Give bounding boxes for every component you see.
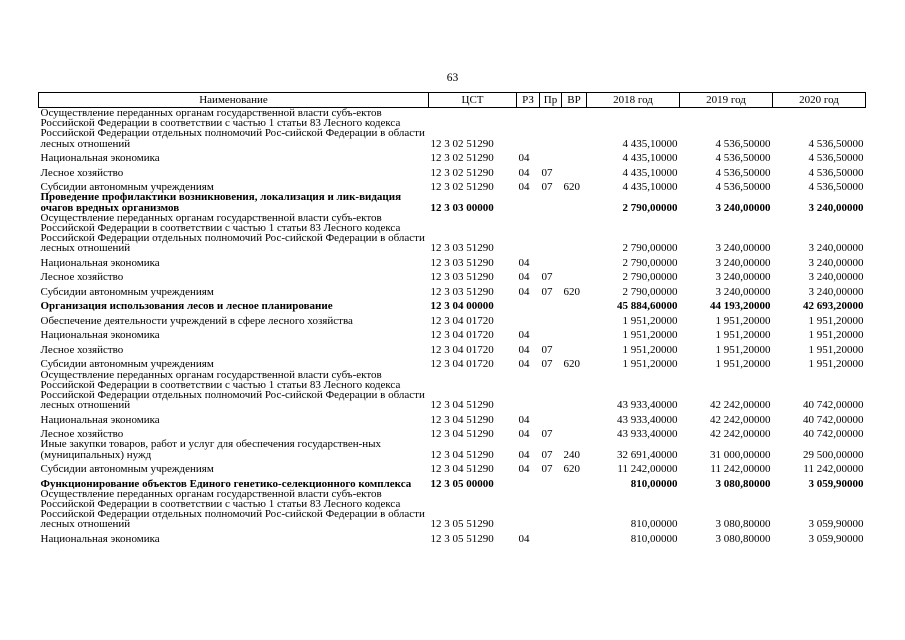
row-2018-cell: 810,00000 xyxy=(630,477,678,490)
row-2018-cell: 1 951,20000 xyxy=(622,358,678,371)
row-cst-cell: 12 3 04 51290 xyxy=(430,448,494,461)
header-cst: ЦСТ xyxy=(429,93,517,108)
row-name-cell: Осуществление переданных органам государственной власти субъ-ектов Российской Федерации в соответствии с частью 1 статьи 83 Лесного кодекса Российской Федерации отдельных полномочий Рос-сийской Федерации в области лесных отношений xyxy=(40,368,425,412)
row-pr-cell: 07 xyxy=(541,358,553,371)
row-2020-cell: 1 951,20000 xyxy=(808,358,864,371)
row-rz-cell xyxy=(517,312,540,327)
row-rz-cell xyxy=(517,370,540,411)
row-rz-cell xyxy=(517,108,540,149)
row-rz-cell xyxy=(517,297,540,312)
row-2018-cell: 1 951,20000 xyxy=(622,329,678,342)
table-row xyxy=(39,312,866,327)
row-2020-cell: 40 742,00000 xyxy=(803,428,864,441)
row-name-cell: Лесное хозяйство xyxy=(40,271,124,284)
row-cst-cell: 12 3 03 00000 xyxy=(430,201,494,214)
row-vr-cell xyxy=(562,297,587,312)
row-2019-cell: 3 240,00000 xyxy=(715,256,771,269)
row-name-cell: Национальная экономика xyxy=(40,532,160,545)
row-2019-cell: 3 080,80000 xyxy=(715,518,771,531)
row-rz-cell: 04 xyxy=(518,271,530,284)
row-rz-cell xyxy=(517,474,540,489)
table-row xyxy=(39,355,866,370)
row-2019-cell: 3 240,00000 xyxy=(715,271,771,284)
row-rz-cell: 04 xyxy=(518,413,530,426)
row-name-cell: Лесное хозяйство xyxy=(40,166,124,179)
row-2018-cell: 1 951,20000 xyxy=(622,314,678,327)
table-row xyxy=(39,530,866,545)
row-vr-cell xyxy=(562,312,587,327)
table-body xyxy=(39,108,866,545)
row-rz-cell: 04 xyxy=(518,152,530,165)
row-rz-cell: 04 xyxy=(518,166,530,179)
row-2019-cell: 1 951,20000 xyxy=(715,329,771,342)
row-2019-cell: 1 951,20000 xyxy=(715,314,771,327)
row-pr-cell xyxy=(540,474,562,489)
row-cst-cell: 12 3 04 51290 xyxy=(430,413,494,426)
table-row xyxy=(39,489,866,530)
row-2019-cell: 3 080,80000 xyxy=(715,532,771,545)
row-rz-cell xyxy=(517,489,540,530)
row-2020-cell: 3 240,00000 xyxy=(808,271,864,284)
row-2020-cell: 1 951,20000 xyxy=(808,329,864,342)
row-2020-cell: 4 536,50000 xyxy=(808,152,864,165)
header-rz: РЗ xyxy=(517,93,540,108)
row-2020-cell: 3 059,90000 xyxy=(808,477,864,490)
row-pr-cell xyxy=(540,530,562,545)
budget-table xyxy=(38,92,866,544)
row-cst-cell: 12 3 05 00000 xyxy=(430,477,494,490)
row-name-cell: Национальная экономика xyxy=(40,152,160,165)
row-pr-cell xyxy=(540,192,562,212)
row-name-cell: Осуществление переданных органам государственной власти субъ-ектов Российской Федерации в соответствии с частью 1 статьи 83 Лесного кодекса Российской Федерации отдельных полномочий Рос-сийской Федерации в области лесных отношений xyxy=(40,211,425,255)
row-2019-cell: 11 242,00000 xyxy=(710,463,771,476)
row-vr-cell xyxy=(562,326,587,341)
row-rz-cell xyxy=(517,213,540,254)
row-rz-cell: 04 xyxy=(518,343,530,356)
header-pr: Пр xyxy=(540,93,562,108)
row-2018-cell: 810,00000 xyxy=(630,518,678,531)
header-name: Наименование xyxy=(39,93,429,108)
header-2019: 2019 год xyxy=(680,93,773,108)
row-cst-cell: 12 3 04 01720 xyxy=(430,314,494,327)
row-name-cell: Проведение профилактики возникновения, локализация и лик-видация очагов вредных организмов xyxy=(40,191,402,214)
row-2018-cell: 43 933,40000 xyxy=(617,428,678,441)
row-2019-cell: 4 536,50000 xyxy=(715,152,771,165)
row-2019-cell: 3 080,80000 xyxy=(715,477,771,490)
table-row xyxy=(39,460,866,475)
row-pr-cell xyxy=(540,410,562,425)
row-2018-cell: 4 435,10000 xyxy=(622,166,678,179)
table-row xyxy=(39,425,866,440)
row-vr-cell xyxy=(562,108,587,149)
table-row xyxy=(39,439,866,459)
row-2020-cell: 1 951,20000 xyxy=(808,343,864,356)
row-2019-cell: 42 242,00000 xyxy=(710,413,771,426)
table-row xyxy=(39,108,866,149)
row-name-cell: Субсидии автономным учреждениям xyxy=(40,463,214,476)
row-cst-cell: 12 3 05 51290 xyxy=(430,532,494,545)
row-2020-cell: 3 059,90000 xyxy=(808,518,864,531)
row-2019-cell: 4 536,50000 xyxy=(715,166,771,179)
header-2018: 2018 год xyxy=(587,93,680,108)
row-2018-cell: 2 790,00000 xyxy=(622,271,678,284)
row-vr-cell xyxy=(562,410,587,425)
row-2020-cell: 3 240,00000 xyxy=(808,201,864,214)
row-cst-cell: 12 3 04 51290 xyxy=(430,399,494,412)
row-pr-cell xyxy=(540,213,562,254)
table-row xyxy=(39,283,866,298)
row-vr-cell xyxy=(562,163,587,178)
row-pr-cell xyxy=(540,108,562,149)
row-cst-cell: 12 3 03 51290 xyxy=(430,285,494,298)
row-name-cell: Национальная экономика xyxy=(40,329,160,342)
row-2018-cell: 45 884,60000 xyxy=(617,300,678,313)
row-pr-cell xyxy=(540,297,562,312)
table-row xyxy=(39,410,866,425)
row-rz-cell: 04 xyxy=(518,329,530,342)
row-vr-cell: 620 xyxy=(563,463,580,476)
row-vr-cell xyxy=(562,370,587,411)
table-row xyxy=(39,178,866,193)
row-cst-cell: 12 3 04 01720 xyxy=(430,329,494,342)
row-2019-cell: 4 536,50000 xyxy=(715,137,771,150)
row-rz-cell: 04 xyxy=(518,448,530,461)
row-cst-cell: 12 3 04 51290 xyxy=(430,428,494,441)
row-cst-cell: 12 3 02 51290 xyxy=(430,181,494,194)
row-vr-cell xyxy=(562,213,587,254)
row-vr-cell xyxy=(562,489,587,530)
row-vr-cell xyxy=(562,425,587,440)
row-cst-cell: 12 3 02 51290 xyxy=(430,166,494,179)
row-2020-cell: 4 536,50000 xyxy=(808,166,864,179)
row-name-cell: Национальная экономика xyxy=(40,413,160,426)
row-rz-cell: 04 xyxy=(518,463,530,476)
row-2020-cell: 4 536,50000 xyxy=(808,137,864,150)
row-2020-cell: 42 693,20000 xyxy=(803,300,864,313)
row-rz-cell: 04 xyxy=(518,181,530,194)
row-pr-cell xyxy=(540,312,562,327)
row-rz-cell: 04 xyxy=(518,532,530,545)
row-pr-cell: 07 xyxy=(541,463,553,476)
row-name-cell: Субсидии автономным учреждениям xyxy=(40,358,214,371)
table-row xyxy=(39,326,866,341)
row-cst-cell: 12 3 05 51290 xyxy=(430,518,494,531)
row-2018-cell: 1 951,20000 xyxy=(622,343,678,356)
table-row xyxy=(39,370,866,411)
row-pr-cell xyxy=(540,149,562,164)
row-2018-cell: 2 790,00000 xyxy=(622,256,678,269)
row-cst-cell: 12 3 04 51290 xyxy=(430,463,494,476)
row-vr-cell xyxy=(562,192,587,212)
row-2019-cell: 4 536,50000 xyxy=(715,181,771,194)
row-vr-cell: 620 xyxy=(563,181,580,194)
row-pr-cell: 07 xyxy=(541,166,553,179)
row-2018-cell: 4 435,10000 xyxy=(622,181,678,194)
row-name-cell: Национальная экономика xyxy=(40,256,160,269)
row-2019-cell: 42 242,00000 xyxy=(710,428,771,441)
row-2020-cell: 1 951,20000 xyxy=(808,314,864,327)
row-cst-cell: 12 3 02 51290 xyxy=(430,152,494,165)
row-pr-cell: 07 xyxy=(541,448,553,461)
row-2020-cell: 29 500,00000 xyxy=(803,448,864,461)
row-2018-cell: 4 435,10000 xyxy=(622,152,678,165)
table-row xyxy=(39,254,866,269)
row-name-cell: Осуществление переданных органам государственной власти субъ-ектов Российской Федерации в соответствии с частью 1 статьи 83 Лесного кодекса Российской Федерации отдельных полномочий Рос-сийской Федерации в области лесных отношений xyxy=(40,487,425,531)
row-pr-cell: 07 xyxy=(541,428,553,441)
row-2019-cell: 44 193,20000 xyxy=(710,300,771,313)
row-2019-cell: 3 240,00000 xyxy=(715,201,771,214)
row-pr-cell: 07 xyxy=(541,181,553,194)
row-2019-cell: 31 000,00000 xyxy=(710,448,771,461)
row-cst-cell: 12 3 04 00000 xyxy=(430,300,494,313)
row-rz-cell xyxy=(517,192,540,212)
row-cst-cell: 12 3 02 51290 xyxy=(430,137,494,150)
row-vr-cell: 240 xyxy=(563,448,580,461)
row-2018-cell: 43 933,40000 xyxy=(617,399,678,412)
row-cst-cell: 12 3 04 01720 xyxy=(430,343,494,356)
row-vr-cell xyxy=(562,254,587,269)
row-2020-cell: 4 536,50000 xyxy=(808,181,864,194)
row-name-cell: Организация использования лесов и лесное планирование xyxy=(40,300,333,313)
row-2020-cell: 3 240,00000 xyxy=(808,285,864,298)
row-2018-cell: 32 691,40000 xyxy=(617,448,678,461)
row-name-cell: Функционирование объектов Единого генетико-селекционного комплекса xyxy=(40,477,412,490)
row-name-cell: Обеспечение деятельности учреждений в сфере лесного хозяйства xyxy=(40,314,353,327)
row-cst-cell: 12 3 03 51290 xyxy=(430,271,494,284)
table-row xyxy=(39,163,866,178)
row-rz-cell: 04 xyxy=(518,285,530,298)
table-row xyxy=(39,341,866,356)
row-2018-cell: 4 435,10000 xyxy=(622,137,678,150)
row-2019-cell: 42 242,00000 xyxy=(710,399,771,412)
row-name-cell: Иные закупки товаров, работ и услуг для обеспечения государствен-ных (муниципальных) нужд xyxy=(40,438,382,461)
row-cst-cell: 12 3 04 01720 xyxy=(430,358,494,371)
row-pr-cell xyxy=(540,370,562,411)
row-2020-cell: 40 742,00000 xyxy=(803,413,864,426)
row-name-cell: Субсидии автономным учреждениям xyxy=(40,181,214,194)
header-vr: ВР xyxy=(562,93,587,108)
row-2018-cell: 43 933,40000 xyxy=(617,413,678,426)
table-row xyxy=(39,474,866,489)
table-row xyxy=(39,149,866,164)
row-2018-cell: 2 790,00000 xyxy=(622,242,678,255)
row-2018-cell: 810,00000 xyxy=(630,532,678,545)
row-2020-cell: 3 059,90000 xyxy=(808,532,864,545)
row-rz-cell: 04 xyxy=(518,428,530,441)
row-pr-cell xyxy=(540,489,562,530)
row-2019-cell: 1 951,20000 xyxy=(715,358,771,371)
table-row xyxy=(39,297,866,312)
row-pr-cell: 07 xyxy=(541,285,553,298)
row-2018-cell: 2 790,00000 xyxy=(622,285,678,298)
row-rz-cell: 04 xyxy=(518,358,530,371)
row-2020-cell: 40 742,00000 xyxy=(803,399,864,412)
row-2020-cell: 3 240,00000 xyxy=(808,256,864,269)
row-2020-cell: 3 240,00000 xyxy=(808,242,864,255)
row-2019-cell: 1 951,20000 xyxy=(715,343,771,356)
row-2020-cell: 11 242,00000 xyxy=(803,463,864,476)
row-rz-cell: 04 xyxy=(518,256,530,269)
page-number: 63 xyxy=(446,72,459,84)
table-row xyxy=(39,192,866,212)
row-vr-cell xyxy=(562,149,587,164)
row-2018-cell: 11 242,00000 xyxy=(617,463,678,476)
row-cst-cell: 12 3 03 51290 xyxy=(430,242,494,255)
row-name-cell: Субсидии автономным учреждениям xyxy=(40,285,214,298)
row-name-cell: Осуществление переданных органам государственной власти субъ-ектов Российской Федерации в соответствии с частью 1 статьи 83 Лесного кодекса Российской Федерации отдельных полномочий Рос-сийской Федерации в области лесных отношений xyxy=(40,107,425,150)
row-vr-cell: 620 xyxy=(563,285,580,298)
table-row xyxy=(39,213,866,254)
row-name-cell: Лесное хозяйство xyxy=(40,343,124,356)
row-2019-cell: 3 240,00000 xyxy=(715,242,771,255)
table-row xyxy=(39,268,866,283)
header-2020: 2020 год xyxy=(773,93,866,108)
row-vr-cell xyxy=(562,474,587,489)
row-vr-cell: 620 xyxy=(563,358,580,371)
row-pr-cell: 07 xyxy=(541,343,553,356)
row-pr-cell xyxy=(540,326,562,341)
row-2018-cell: 2 790,00000 xyxy=(622,201,678,214)
row-cst-cell: 12 3 03 51290 xyxy=(430,256,494,269)
row-vr-cell xyxy=(562,530,587,545)
row-vr-cell xyxy=(562,341,587,356)
row-pr-cell xyxy=(540,254,562,269)
row-vr-cell xyxy=(562,268,587,283)
table-header-row xyxy=(39,93,866,108)
row-pr-cell: 07 xyxy=(541,271,553,284)
row-2019-cell: 3 240,00000 xyxy=(715,285,771,298)
row-name-cell: Лесное хозяйство xyxy=(40,428,124,441)
